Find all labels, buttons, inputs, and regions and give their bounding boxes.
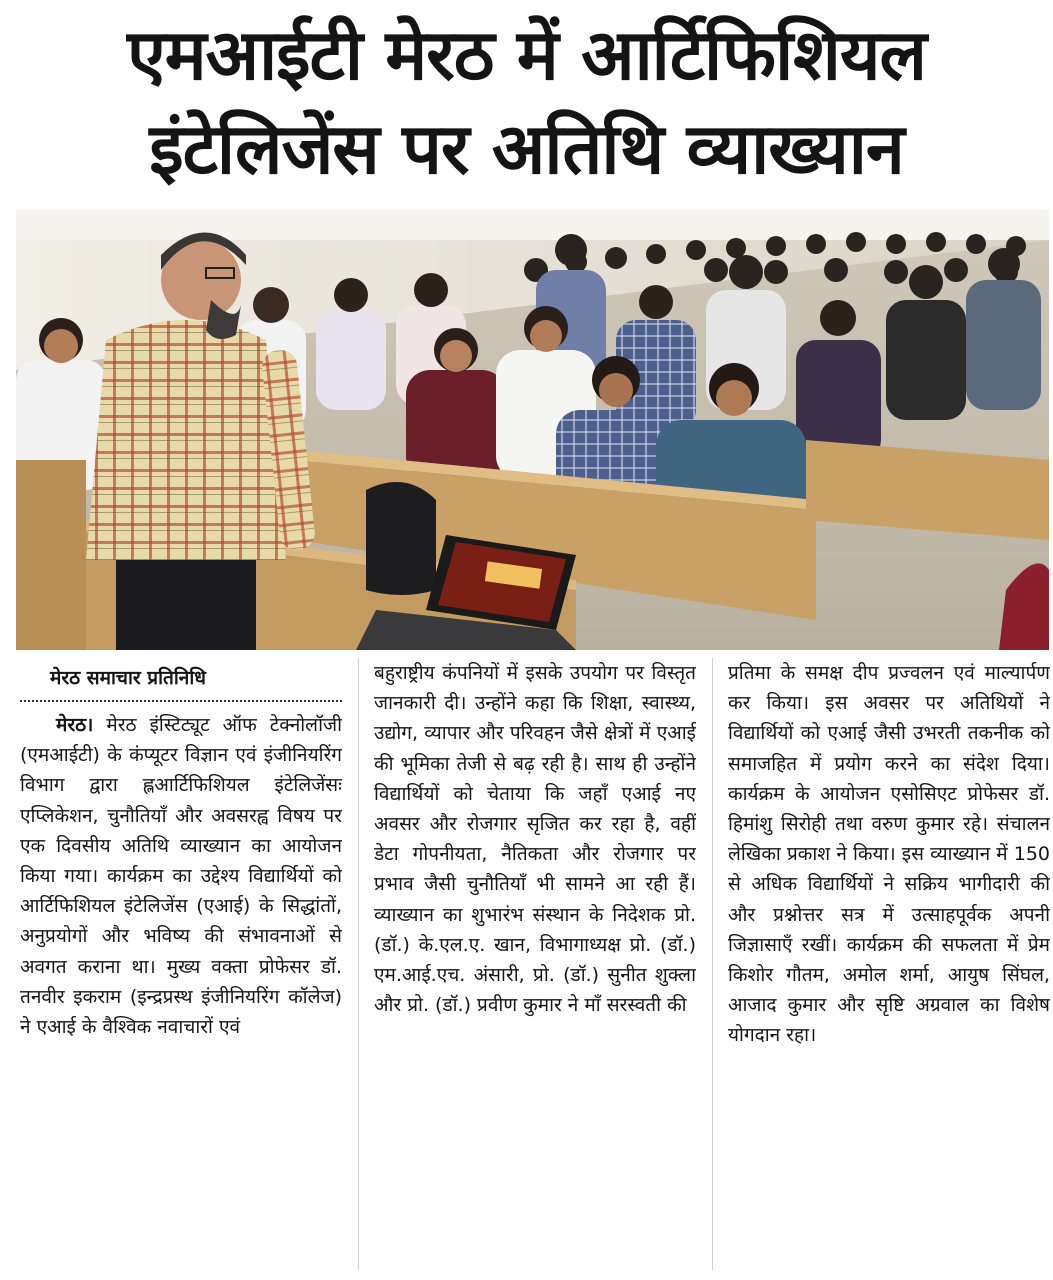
dateline: मेरठ। xyxy=(56,714,94,736)
headline-line-1: एमआईटी मेरठ में आर्टिफिशियल xyxy=(127,14,926,96)
article-text-1: मेरठ इंस्टिट्यूट ऑफ टेक्नोलॉजी (एमआईटी) के कंप्यूटर विज्ञान एवं इंजीनियरिंग विभाग द्वारा ह्लआर्टिफिशियल इंटेलिजेंसः एप्लिकेशन, चुनौतियाँ और अवसरह्व विषय पर एक दिवसीय अतिथि व्याख्यान का आयोजन किया गया। कार्यक्रम का उद्देश्य विद्यार्थियों को आर्टिफिशियल इंटेलिजेंस (एआई) के सिद्धांतों, अनुप्रयोगों और भविष्य की संभावनाओं से अवगत कराना था। मुख्य वक्ता प्रोफेसर डॉ. तनवीर इकराम (इन्द्रप्रस्थ इंजीनियरिंग कॉलेज) ने एआई के वैश्विक नवाचारों एवं xyxy=(20,714,342,1039)
headline xyxy=(10,8,1043,204)
headline-line-2: इंटेलिजेंस पर अतिथि व्याख्यान xyxy=(149,108,904,190)
article-text-2: बहुराष्ट्रीय कंपनियों में इसके उपयोग पर विस्तृत जानकारी दी। उन्होंने कहा कि शिक्षा, स्वास्थ्य, उद्योग, व्यापार और परिवहन जैसे क्षेत्रों में एआई की भूमिका तेजी से बढ़ रही है। साथ ही उन्होंने विद्यार्थियों को चेताया कि जहाँ एआई नए अवसर और रोजगार सृजित कर रहा है, वहीं डेटा गोपनीयता, नैतिकता और रोजगार पर प्रभाव जैसी चुनौतियाँ भी सामने आ रही हैं। व्याख्यान का शुभारंभ संस्थान के निदेशक प्रो. (डॉ.) के.एल.ए. खान, विभागाध्यक्ष प्रो. (डॉ.) एम.आई.एच. अंसारी, प्रो. (डॉ.) सुनीत शुक्ला और प्रो. (डॉ.) प्रवीण कुमार ने माँ सरस्वती की xyxy=(374,662,696,1017)
article-column-3 xyxy=(728,658,1050,1276)
article-paragraph-1 xyxy=(20,710,342,1042)
column-divider xyxy=(712,658,713,1270)
byline-divider xyxy=(20,698,342,702)
article-column-1 xyxy=(20,658,342,1276)
lecture-photo xyxy=(16,210,1049,650)
column-divider xyxy=(358,658,359,1270)
byline: मेरठ समाचार प्रतिनिधि xyxy=(50,667,206,689)
article-text-3: प्रतिमा के समक्ष दीप प्रज्वलन एवं माल्यार्पण कर किया। इस अवसर पर अतिथियों ने विद्यार्थियों को एआई जैसी उभरती तकनीक को समाजहित में प्रयोग करने का संदेश दिया। कार्यक्रम के आयोजन एसोसिएट प्रोफेसर डॉ. हिमांशु सिरोही तथा वरुण कुमार रहे। संचालन लेखिका प्रकाश ने किया। इस व्याख्यान में 150 से अधिक विद्यार्थियों ने सक्रिय भागीदारी की और प्रश्नोत्तर सत्र में उत्साहपूर्वक अपनी जिज्ञासाएँ रखीं। कार्यक्रम की सफलता में प्रेम किशोर गौतम, अमोल शर्मा, आयुष सिंघल, आजाद कुमार और सृष्टि अग्रवाल का विशेष योगदान रहा। xyxy=(728,662,1050,1047)
article-column-2 xyxy=(374,658,696,1276)
